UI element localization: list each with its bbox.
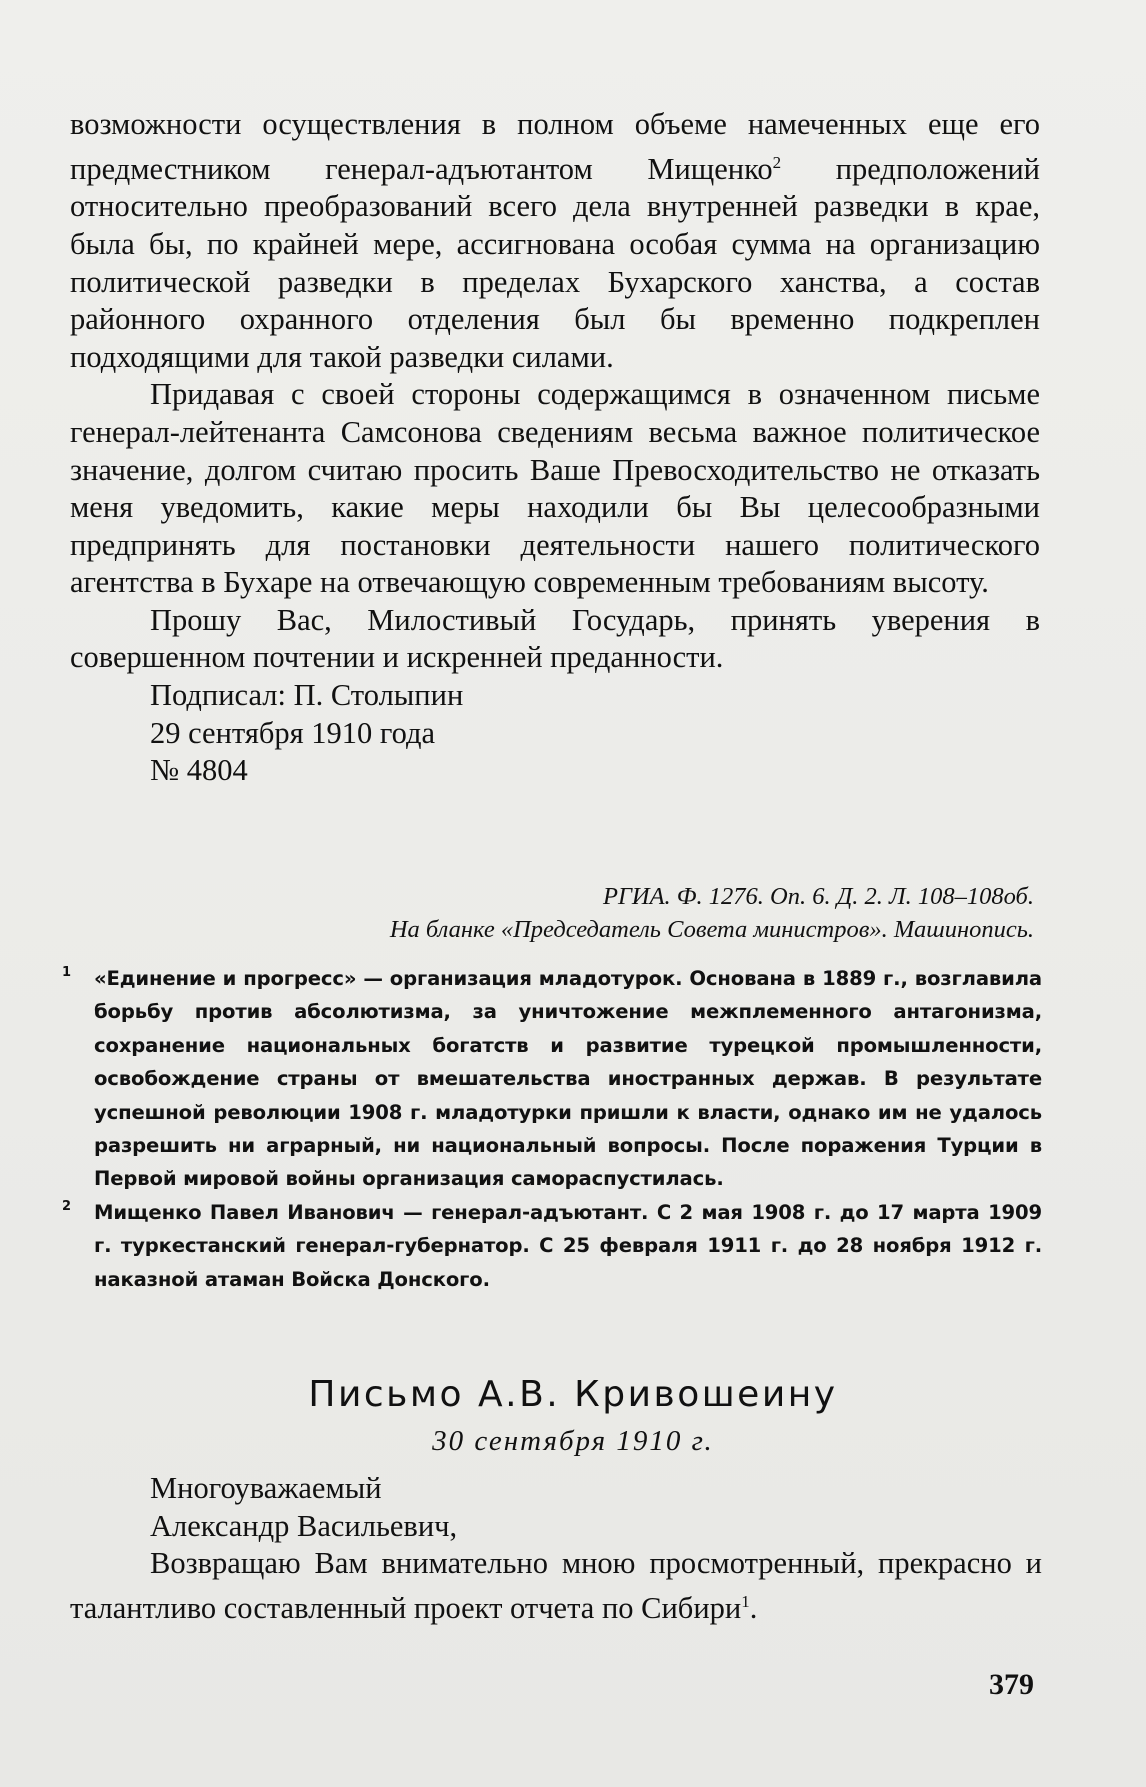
footnote-2 [62, 1196, 1042, 1296]
signature-date: 29 сентября 1910 года [150, 715, 436, 750]
letter-date: 30 сентября 1910 г. [432, 1425, 714, 1457]
letter-title: Письмо А.В. Кривошеину [308, 1374, 838, 1415]
signed-by: Подписал: П. Столыпин [150, 678, 464, 713]
archive-note-line: На бланке «Председатель Совета министров». Машинопись. [389, 916, 1034, 943]
footnote-mark-1: 1 [62, 965, 71, 980]
paragraph-2: Придавая с своей стороны содержащимся в означенном письме генерал-лейтенанта Самсонова сведениям весьма важное политическое значение, долгом считаю просить Ваше Превосходительство не отказать меня уведомить, какие меры находили бы Вы целесообразными предпринять для постановки деятельности нашего политического агентства в Бухаре на отвечающую современным требованиям высоту. [70, 377, 1040, 600]
signature-block [150, 677, 1040, 790]
archive-ref-line: РГИА. Ф. 1276. Оп. 6. Д. 2. Л. 108–108об. [602, 883, 1034, 910]
letter-paragraph-text: Возвращаю Вам внимательно мною просмотренный, прекрасно и талантливо составленный проект отчета по Сибири [70, 1546, 1042, 1625]
footnote-text-2: Мищенко Павел Иванович — генерал-адъютант. С 2 мая 1908 г. до 17 марта 1909 г. туркестанский генерал-губернатор. С 25 февраля 1911 г. до 28 ноября 1912 г. наказной атаман Войска Донского. [94, 1200, 1042, 1291]
letter-body [70, 1470, 1042, 1627]
letter-paragraph [70, 1545, 1042, 1627]
paragraph-1-rest: предположений относительно преобразований всего дела внутренней разведки в крае, была бы, по крайней мере, ассигнована особая сумма на организацию политической разведки в пределах Бухарского ханства, а состав районного охранного отделения был бы временно подкреплен подходящими для такой разведки силами. [70, 151, 1040, 374]
salutation-line-2: Александр Васильевич, [150, 1508, 458, 1543]
archive-reference [390, 880, 1034, 946]
letter-footnote-ref: 1 [741, 1591, 750, 1611]
salutation-line-1: Многоуважаемый [150, 1471, 382, 1505]
page-number: 379 [989, 1668, 1034, 1701]
paragraph-3: Прошу Вас, Милостивый Государь, принять уверения в совершенном почтении и искренней преданности. [70, 602, 1040, 675]
footnotes [62, 962, 1042, 1296]
footnote-mark-2: 2 [62, 1198, 71, 1214]
paragraph-1-text: возможности осуществления в полном объеме намеченных еще его предместником генерал-адъютантом Мищенко [70, 107, 1040, 186]
letter-paragraph-end: . [749, 1590, 758, 1625]
footnote-ref-2: 2 [772, 152, 782, 172]
footnote-text-1: «Единение и прогресс» — организация младотурок. Основана в 1889 г., возглавила борьбу против абсолютизма, за уничтожение межплеменного антагонизма, сохранение национальных богатств и развитие турецкой промышленности, освобождение страны от вмешательства иностранных держав. В результате успешной революции 1908 г. младотурки пришли к власти, однако им не удалось разрешить ни аграрный, ни национальный вопросы. После поражения Турции в Первой мировой войны организация самораспустилась. [94, 967, 1042, 1191]
footnote-1 [62, 962, 1042, 1196]
main-text [70, 106, 1040, 790]
document-number: № 4804 [150, 753, 248, 788]
paragraph-1 [70, 106, 1040, 376]
